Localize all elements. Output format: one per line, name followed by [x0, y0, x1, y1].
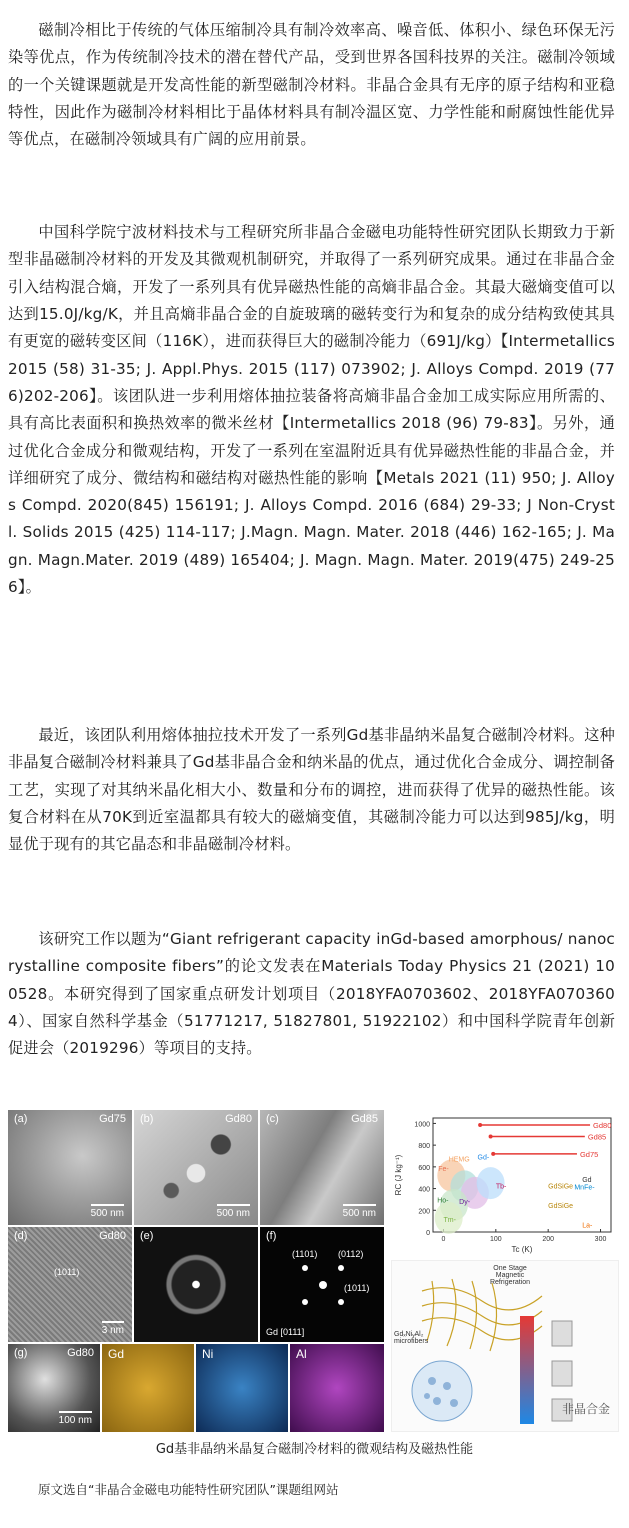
- fft-pattern: [260, 1227, 384, 1342]
- material-label: Tm-: [443, 1217, 456, 1225]
- material-label: MnFe-: [574, 1184, 595, 1192]
- refrigeration-schematic: [391, 1260, 619, 1432]
- x-axis-label: Tc (K): [511, 1245, 533, 1254]
- eds-map-al: [290, 1344, 384, 1432]
- panel-label: (g): [14, 1347, 28, 1359]
- panel-label: (c): [266, 1113, 279, 1125]
- schematic-title: One Stage Magnetic Refrigeration: [489, 1265, 531, 1286]
- panel-sample: Gd75: [99, 1113, 126, 1125]
- scale-bar: 500 nm: [342, 1208, 376, 1219]
- panel-label: (e): [140, 1230, 154, 1242]
- material-label: GdSiGe: [548, 1183, 574, 1191]
- eds-map-ni: [196, 1344, 288, 1432]
- material-label: La-: [582, 1222, 593, 1230]
- composite-figure: [8, 1110, 619, 1432]
- material-label: GdSiGe: [548, 1203, 574, 1211]
- panel-label: (b): [140, 1113, 154, 1125]
- scale-bar: 3 nm: [101, 1325, 124, 1336]
- range-point: [489, 1134, 493, 1138]
- diffraction-spot: [338, 1299, 344, 1305]
- tem-image-gd85: [260, 1110, 384, 1225]
- paragraph-research-group: 中国科学院宁波材料技术与工程研究所非晶合金磁电功能特性研究团队长期致力于新型非晶磁制冷材料的开发及其微观机制研究，并取得了一系列研究成果。通过在非晶合金引入结构混合熵，开发了一系列具有优异磁热性能的高熵非晶合金。其最大磁熵变值可以达到15.0J/kg/K，并且高熵非晶合金的自旋玻璃的磁转变行为和复杂的成分结构致使其具有更宽的磁转变区间（116K），进而获得巨大的磁制冷能力（691J/kg）【Intermetallics 2015 (58) 31-35; J. Appl.Phys. 2015 (117) 073902; J. Alloys Compd. 2019 (776)202-206】。该团队进一步利用熔体抽拉装备将高熵非晶合金加工成实际应用所需的、具有高比表面积和换热效率的微米丝材【Intermetallics 2018 (96) 79-83】。另外，通过优化合金成分和微观结构，开发了一系列在室温附近具有优异磁热性能的非晶合金，并详细研究了成分、微结构和磁结构对磁热性能的影响【Metals 2021 (11) 950; J. Alloys Compd. 2020(845) 156191; J. Alloys Compd. 2016 (684) 29-33; J Non-Crystl. Solids 2015 (425) 114-117; J.Magn. Magn. Mater. 2018 (446) 162-165; J. Magn. Magn.Mater. 2019 (489) 165404; J. Magn. Magn. Mater. 2019(475) 249-256】。: [8, 223, 615, 597]
- diffraction-spot: [302, 1265, 308, 1271]
- paragraph-intro: 磁制冷相比于传统的气体压缩制冷具有制冷效率高、噪音低、体积小、绿色环保无污染等优点，作为传统制冷技术的潜在替代产品，受到世界各国科技界的关注。磁制冷领域的一个关键课题就是开发高性能的新型磁制冷材料。非晶合金具有无序的原子结构和亚稳特性，因此作为磁制冷材料相比于晶体材料具有制冷温区宽、力学性能和耐腐蚀性能优异等优点，在磁制冷领域具有广阔的应用前景。: [8, 21, 615, 149]
- panel-sample: Gd80: [67, 1347, 94, 1359]
- panel-sample: Gd85: [351, 1113, 378, 1125]
- y-tick-label: 800: [418, 1143, 430, 1151]
- material-label: Dy-: [459, 1198, 471, 1206]
- element-label: Ni: [202, 1347, 214, 1361]
- range-point: [478, 1123, 482, 1127]
- y-tick-label: 600: [418, 1164, 430, 1172]
- zone-axis-label: Gd [0111]: [266, 1327, 305, 1337]
- element-label: Gd: [108, 1347, 125, 1361]
- material-label: HEMG: [448, 1156, 470, 1164]
- panel-sample: Gd80: [225, 1113, 252, 1125]
- scale-bar: 500 nm: [90, 1208, 124, 1219]
- material-label: Gd: [582, 1177, 592, 1185]
- x-tick-label: 300: [594, 1236, 607, 1243]
- element-label: Al: [296, 1347, 307, 1361]
- tem-image-gd80: [134, 1110, 258, 1225]
- panel-sample: Gd80: [99, 1230, 126, 1242]
- y-tick-label: 1000: [414, 1121, 430, 1129]
- panel-label: (d): [14, 1230, 28, 1242]
- diffraction-spot: [338, 1265, 344, 1271]
- tem-image-gd75: [8, 1110, 132, 1225]
- x-tick-label: 100: [489, 1236, 502, 1243]
- y-tick-label: 400: [418, 1186, 430, 1194]
- panel-label: (a): [14, 1113, 28, 1125]
- lattice-plane-label: (1011): [54, 1267, 80, 1277]
- material-label: Fe-: [438, 1166, 449, 1174]
- stem-image: [8, 1344, 100, 1432]
- panel-label: (f): [266, 1230, 277, 1242]
- spot-index-label: (1011): [344, 1283, 370, 1293]
- diffraction-spot: [319, 1281, 327, 1289]
- hrtem-image: [8, 1227, 132, 1342]
- paragraph-publication: 该研究工作以题为“Giant refrigerant capacity inGd-based amorphous/ nanocrystalline composite fibers”的论文发表在Materials Today Physics 21 (2021) 100528。本研究得到了国家重点研发计划项目（2018YFA0703602、2018YFA0703604）、国家自然科学基金（51771217, 51827801, 51922102）和中国科学院青年创新促进会（2019296）等项目的支持。: [8, 930, 615, 1058]
- series-label: Gd75: [579, 1149, 599, 1159]
- y-tick-label: 0: [426, 1230, 430, 1237]
- paragraph-recent-work: 最近，该团队利用熔体抽拉技术开发了一系列Gd基非晶纳米晶复合磁制冷材料。这种非晶复合磁制冷材料兼具了Gd基非晶合金和纳米晶的优点，通过优化合金成分、调控制备工艺，实现了对其纳米晶化相大小、数量和分布的调控，进而获得了优异的磁热性能。该复合材料在从70K到近室温都具有较大的磁熵变值，其磁制冷能力可以达到985J/kg，明显优于现有的其它晶态和非晶磁制冷材料。: [8, 726, 615, 854]
- y-axis-label: RC (J kg⁻¹): [394, 1154, 403, 1196]
- material-label: Gd-: [477, 1154, 490, 1162]
- chart-svg: [391, 1110, 619, 1260]
- series-label: Gd80: [593, 1121, 612, 1131]
- diffraction-spot: [302, 1299, 308, 1305]
- material-label: Ho-: [437, 1197, 449, 1205]
- range-point: [491, 1152, 495, 1156]
- watermark: 非晶合金: [561, 1402, 610, 1416]
- scale-bar: 100 nm: [58, 1415, 92, 1426]
- source-note: 原文选自“非晶合金磁电功能特性研究团队”课题组网站: [38, 1482, 339, 1497]
- x-tick-label: 0: [441, 1236, 446, 1243]
- series-label: Gd85: [587, 1132, 607, 1142]
- fiber-label: GdₓNiᵧAl₂ microfibers: [394, 1331, 429, 1345]
- rc-vs-tc-chart: [391, 1110, 619, 1260]
- eds-map-gd: [102, 1344, 194, 1432]
- scale-bar: 500 nm: [216, 1208, 250, 1219]
- spot-index-label: (0112): [338, 1249, 364, 1259]
- figure-caption: Gd基非晶纳米晶复合磁制冷材料的微观结构及磁热性能: [155, 1442, 474, 1457]
- material-label: Tb-: [495, 1183, 507, 1191]
- y-tick-label: 200: [418, 1208, 430, 1216]
- spot-index-label: (1101): [292, 1249, 318, 1259]
- saed-pattern: [134, 1227, 258, 1342]
- x-tick-label: 200: [542, 1236, 555, 1243]
